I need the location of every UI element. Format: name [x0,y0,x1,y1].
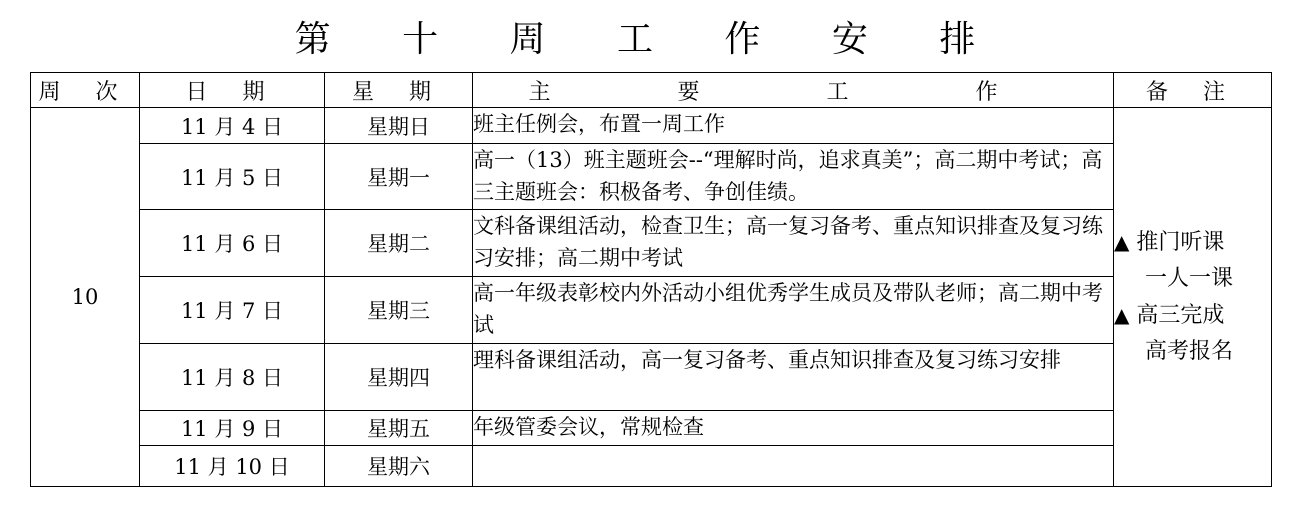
work-cell [473,446,1114,487]
weekday-cell: 星期一 [325,144,473,210]
table-row [31,210,1272,277]
table-row [31,411,1272,446]
weekday-cell: 星期六 [325,446,473,487]
weekday-cell: 星期五 [325,411,473,446]
work-cell: 理科备课组活动，高一复习备考、重点知识排查及复习练习安排 [473,344,1114,411]
work-cell: 文科备课组活动，检查卫生；高一复习备考、重点知识排查及复习练习安排；高二期中考试 [473,210,1114,277]
remark-text: 一人一课 [1145,266,1234,291]
work-cell: 年级管委会议，常规检查 [473,411,1114,446]
work-cell: 班主任例会，布置一周工作 [473,108,1114,144]
remark-text: 推门听课 [1136,230,1225,255]
work-cell: 高一年级表彰校内外活动小组优秀学生成员及带队老师；高二期中考试 [473,277,1114,344]
table-row [31,108,1272,144]
triangle-bullet-icon: ▲ [1114,303,1130,327]
schedule-table [30,72,1272,487]
table-row [31,144,1272,210]
date-cell: 11 月 4 日 [140,108,325,144]
table-row [31,446,1272,487]
date-cell: 11 月 6 日 [140,210,325,277]
week-number-cell: 10 [31,108,140,487]
remarks-cell [1114,108,1272,487]
date-cell: 11 月 5 日 [140,144,325,210]
date-cell: 11 月 10 日 [140,446,325,487]
header-remarks: 备 注 [1114,73,1272,108]
date-cell: 11 月 9 日 [140,411,325,446]
weekday-cell: 星期三 [325,277,473,344]
weekday-cell: 星期四 [325,344,473,411]
date-cell: 11 月 8 日 [140,344,325,411]
weekday-cell: 星期日 [325,108,473,144]
remark-text: 高考报名 [1145,339,1234,364]
date-cell: 11 月 7 日 [140,277,325,344]
work-cell: 高一（13）班主题班会--“理解时尚，追求真美”；高二期中考试；高三主题班会：积极备考、争创佳绩。 [473,144,1114,210]
table-row [31,277,1272,344]
header-work: 主 要 工 作 [473,73,1114,108]
table-row [31,344,1272,411]
header-row [31,73,1272,108]
header-week: 周 次 [31,73,140,108]
header-date: 日 期 [140,73,325,108]
triangle-bullet-icon: ▲ [1114,230,1130,254]
header-weekday: 星 期 [325,73,473,108]
remark-item [1114,224,1271,261]
remark-item [1114,297,1271,334]
weekday-cell: 星期二 [325,210,473,277]
page-title: 第 十 周 工 作 安 排 [294,19,1006,60]
remark-text: 高三完成 [1136,303,1225,328]
